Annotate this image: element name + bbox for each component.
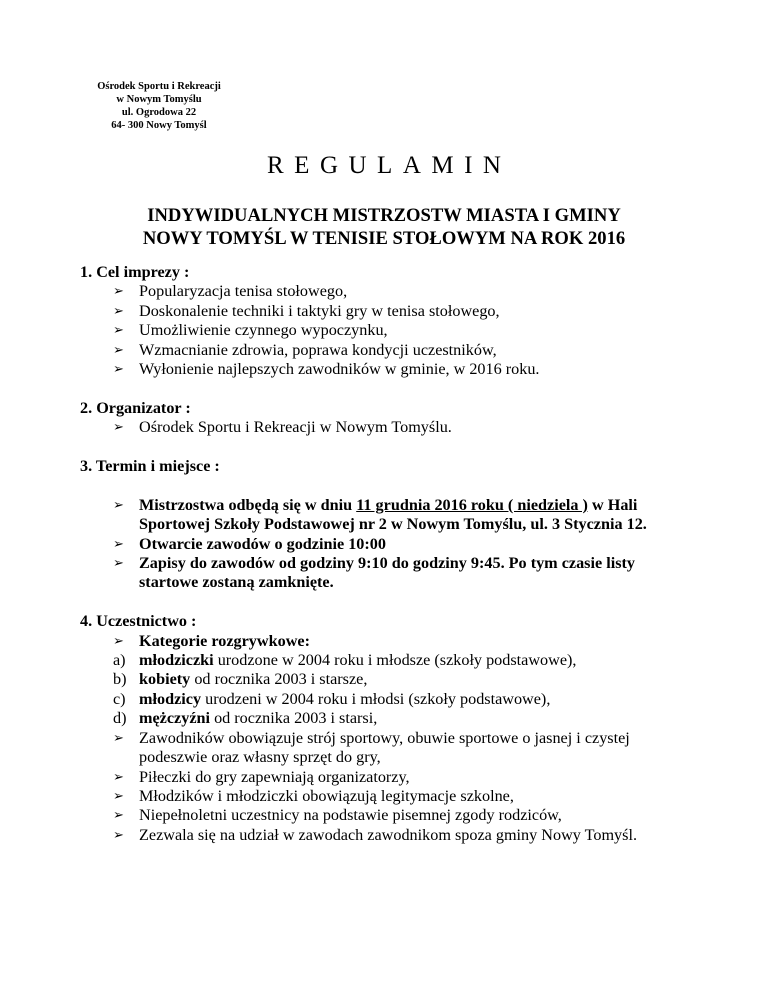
arrowhead-bullet-icon: ➢ — [113, 730, 124, 746]
organizer-list — [80, 418, 680, 437]
section-heading: 3. Termin i miejsce : — [80, 457, 220, 476]
list-item-text: Otwarcie zawodów o godzinie 10:00 — [139, 534, 386, 553]
category-description: od rocznika 2003 i starsi, — [210, 709, 378, 728]
list-item — [80, 768, 680, 787]
subtitle-line-1: INDYWIDUALNYCH MISTRZOSTW MIASTA I GMINY — [147, 205, 621, 226]
list-item-text: Ośrodek Sportu i Rekreacji w Nowym Tomyślu. — [139, 418, 452, 437]
section-goals — [80, 263, 680, 379]
list-letter: b) — [113, 670, 127, 689]
list-item — [80, 418, 680, 437]
list-letter: d) — [113, 709, 127, 728]
list-item-text: Wzmacnianie zdrowia, poprawa kondycji uczestników, — [139, 340, 497, 359]
section-heading: 1. Cel imprezy : — [80, 263, 190, 281]
arrowhead-bullet-icon: ➢ — [113, 342, 124, 358]
section-organizer — [80, 399, 680, 438]
categories-label: Kategorie rozgrywkowe: — [139, 631, 310, 650]
category-name: młodziczki — [139, 651, 214, 670]
category-item — [80, 690, 680, 709]
arrowhead-bullet-icon: ➢ — [113, 284, 124, 300]
subtitle-line-2: NOWY TOMYŚL W TENISIE STOŁOWYM NA ROK 2016 — [142, 228, 626, 249]
list-item-text: Zapisy do zawodów od godziny 9:10 do godziny 9:45. Po tym czasie listy startowe zostaną zamknięte. — [139, 554, 635, 592]
header-line-1: Ośrodek Sportu i Rekreacji — [97, 81, 221, 92]
event-date-pre: Mistrzostwa odbędą się w dniu — [139, 495, 357, 514]
list-item — [80, 360, 680, 379]
list-item — [80, 729, 680, 768]
list-item-text: Wyłonienie najlepszych zawodników w gminie, w 2016 roku. — [139, 360, 540, 379]
goals-list — [80, 282, 680, 379]
list-item — [80, 341, 680, 360]
category-name: kobiety — [139, 670, 191, 689]
arrowhead-bullet-icon: ➢ — [113, 808, 124, 824]
document-title: REGULAMIN — [267, 152, 512, 179]
arrowhead-bullet-icon: ➢ — [113, 362, 124, 378]
arrowhead-bullet-icon: ➢ — [113, 420, 124, 436]
section-heading: 4. Uczestnictwo : — [80, 612, 197, 631]
regulations-body — [80, 263, 680, 865]
section-heading: 2. Organizator : — [80, 398, 191, 417]
arrowhead-bullet-icon: ➢ — [113, 556, 124, 572]
list-item-text: Piłeczki do gry zapewniają organizatorzy, — [139, 767, 410, 786]
category-item — [80, 709, 680, 728]
document-subtitle — [0, 204, 768, 250]
category-description: urodzone w 2004 roku i młodsze (szkoły podstawowe), — [213, 651, 577, 670]
list-item-text: Zezwala się na udział w zawodach zawodnikom spoza gminy Nowy Tomyśl. — [139, 825, 637, 844]
category-name: mężczyźni — [139, 709, 211, 728]
arrowhead-bullet-icon: ➢ — [113, 323, 124, 339]
arrowhead-bullet-icon: ➢ — [113, 769, 124, 785]
list-item-text: Doskonalenie techniki i taktyki gry w tenisa stołowego, — [139, 301, 500, 320]
category-name: młodzicy — [139, 689, 202, 708]
list-item-text: Młodzików i młodziczki obowiązują legitymacje szkolne, — [139, 786, 514, 805]
list-item — [80, 321, 680, 340]
header-line-4: 64- 300 Nowy Tomyśl — [111, 120, 207, 131]
arrowhead-bullet-icon: ➢ — [113, 497, 124, 513]
category-description: od rocznika 2003 i starsze, — [190, 670, 368, 689]
list-item — [80, 806, 680, 825]
list-item-text: Popularyzacja tenisa stołowego, — [139, 282, 348, 301]
participation-list — [80, 632, 680, 845]
arrowhead-bullet-icon: ➢ — [113, 788, 124, 804]
section-participation — [80, 612, 680, 845]
list-item — [80, 554, 680, 593]
event-venue: w Hali Sportowej Szkoły Podstawowej nr 2 w Nowym Tomyślu, ul. 3 Stycznia 12. — [139, 495, 647, 534]
header-line-2: w Nowym Tomyślu — [116, 94, 202, 105]
date-place-list — [80, 496, 680, 593]
list-item — [80, 826, 680, 845]
list-letter: c) — [113, 689, 126, 708]
category-item — [80, 670, 680, 689]
header-line-3: ul. Ogrodowa 22 — [121, 107, 197, 118]
list-item — [80, 787, 680, 806]
arrowhead-bullet-icon: ➢ — [113, 827, 124, 843]
arrowhead-bullet-icon: ➢ — [113, 536, 124, 552]
section-date-place — [80, 457, 680, 593]
list-item — [80, 535, 680, 554]
event-date: 11 grudnia 2016 roku ( niedziela ) — [356, 495, 588, 514]
arrowhead-bullet-icon: ➢ — [113, 633, 124, 649]
list-item-text: Niepełnoletni uczestnicy na podstawie pisemnej zgody rodziców, — [139, 806, 562, 825]
list-item-text: Zawodników obowiązuje strój sportowy, obuwie sportowe o jasnej i czystej podeszwie oraz własny sprzęt do gry, — [139, 728, 630, 767]
spacer — [80, 476, 680, 495]
list-item-text: Umożliwienie czynnego wypoczynku, — [139, 321, 388, 340]
organizer-address-header — [84, 80, 234, 132]
arrowhead-bullet-icon: ➢ — [113, 303, 124, 319]
category-description: urodzeni w 2004 roku i młodsi (szkoły podstawowe), — [201, 689, 551, 708]
list-item — [80, 282, 680, 301]
list-item — [80, 302, 680, 321]
list-item — [80, 632, 680, 651]
list-item — [80, 496, 680, 535]
list-letter: a) — [113, 651, 126, 670]
category-item — [80, 651, 680, 670]
